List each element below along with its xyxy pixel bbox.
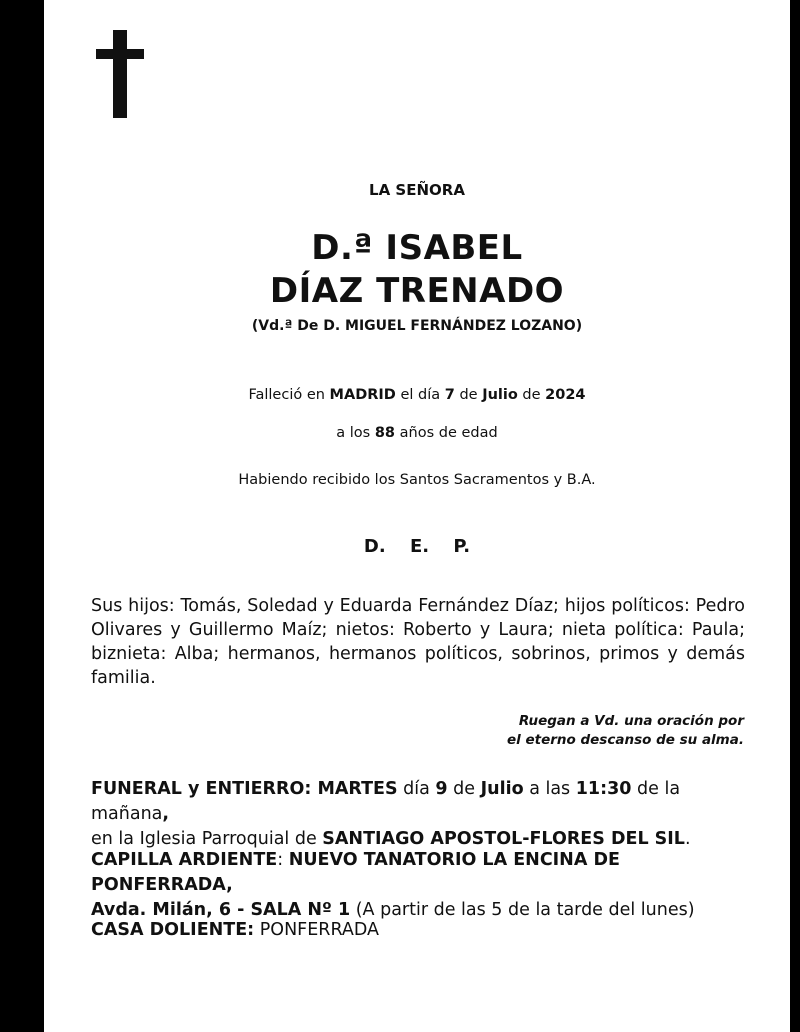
funeral-info: FUNERAL y ENTIERRO: MARTES día 9 de Julio a las 11:30 de la mañana, en la Iglesia Parroquial de SANTIAGO APOSTOL-FLORES DEL SIL.	[91, 779, 691, 849]
prayer-line: el eterno descanso de su alma.	[507, 732, 744, 748]
church-name: SANTIAGO APOSTOL-FLORES DEL SIL	[322, 829, 685, 849]
age-years: 88	[374, 425, 396, 441]
house-label: CASA DOLIENTE:	[91, 920, 255, 940]
house-info: CASA DOLIENTE: PONFERRADA	[91, 920, 380, 940]
rip-line: D. E. P.	[363, 536, 471, 557]
family-list: Sus hijos: Tomás, Soledad y Eduarda Fernández Díaz; hijos políticos: Pedro Olivares y Guillermo Maíz; nietos: Roberto y Laura; nieta política: Paula; biznieta: Alba; hermanos, hermanos políticos, sobrinos, primos y demás familia.	[91, 596, 745, 688]
chapel-label: CAPILLA ARDIENTE	[91, 850, 278, 870]
deceased-name-surname: DÍAZ TRENADO	[269, 271, 565, 311]
death-info: Falleció en MADRID el día 7 de Julio de 2024	[248, 387, 586, 403]
funeral-label: FUNERAL y ENTIERRO: MARTES	[91, 779, 398, 799]
age-info: a los 88 años de edad	[336, 425, 498, 441]
title-prefix: LA SEÑORA	[369, 181, 465, 199]
spouse-line: (Vd.ª De D. MIGUEL FERNÁNDEZ LOZANO)	[251, 318, 583, 334]
chapel-venue: NUEVO TANATORIO LA ENCINA DE PONFERRADA,	[91, 850, 620, 895]
obituary-card	[44, 0, 790, 1032]
death-year: 2024	[545, 387, 586, 403]
deceased-name-first: D.ª ISABEL	[311, 228, 523, 268]
prayer-request	[344, 712, 744, 750]
chapel-info: CAPILLA ARDIENTE: NUEVO TANATORIO LA ENCINA DE PONFERRADA, Avda. Milán, 6 - SALA Nº 1 (A partir de las 5 de la tarde del lunes)	[91, 850, 695, 920]
death-day: 7	[444, 387, 455, 403]
sacraments-line: Habiendo recibido los Santos Sacramentos y B.A.	[238, 472, 596, 488]
chapel-address: Avda. Milán, 6 - SALA Nº 1	[91, 900, 351, 920]
cross-icon	[96, 30, 144, 118]
prayer-line: Ruegan a Vd. una oración por	[518, 713, 744, 729]
death-place: MADRID	[329, 387, 396, 403]
death-month: Julio	[482, 387, 518, 403]
